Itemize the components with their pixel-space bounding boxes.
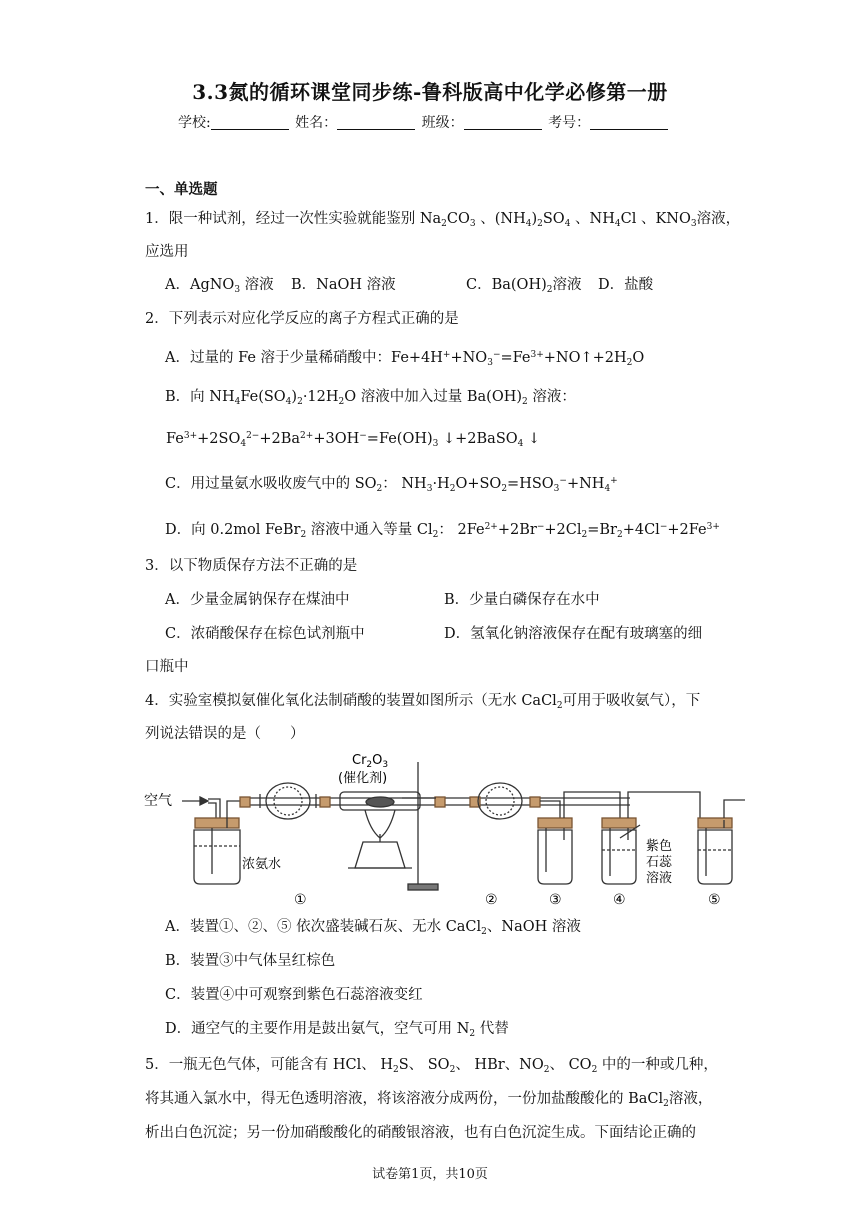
q1-options [165, 275, 653, 300]
litmus-label-3: 溶液 [646, 871, 673, 886]
page-footer: 试卷第1页，共10页 [372, 1167, 488, 1182]
q3-option-b[interactable]: B．少量白磷保存在水中 [444, 592, 600, 608]
name-label: 姓名： [295, 115, 338, 131]
label-3: ③ [549, 892, 562, 908]
q1-stem: 1．限一种试剂，经过一次性实验就能鉴别 $Na_2CO_3$ 、$(NH_4)_2SO_4$ 、$NH_4Cl$ 、$KNO_3$溶液， [145, 211, 741, 229]
litmus-label-1: 紫色 [646, 839, 673, 854]
apparatus-diagram [140, 750, 750, 910]
q4-option-d[interactable]: D．通空气的主要作用是鼓出氨气，空气可用 $N_2$ 代替 [165, 1021, 509, 1039]
arrow-head-icon [200, 797, 208, 805]
school-label: 学校: [178, 115, 211, 131]
q2-stem: 2．下列表示对应化学反应的离子方程式正确的是 [145, 311, 459, 327]
q3-option-d[interactable]: D．氢氧化钠溶液保存在配有玻璃塞的细 [444, 626, 703, 642]
bottle1-stopper [195, 818, 239, 828]
q3-option-d-cont: 口瓶中 [145, 659, 189, 675]
class-blank[interactable] [464, 115, 542, 130]
q1-option-a[interactable]: A．AgNO$_3$ 溶液 [165, 277, 274, 295]
litmus-label-2: 石蕊 [646, 855, 673, 870]
page-title: 3.3氮的循环课堂同步练-鲁科版高中化学必修第一册 [192, 80, 668, 104]
drying-tube-1 [266, 783, 310, 819]
air-label: 空气 [144, 793, 172, 809]
label-2: ② [485, 892, 498, 908]
cr2o3-label: $Cr_2O_3$ [352, 753, 389, 770]
q5-stem-2: 将其通入氯水中，得无色透明溶液，将该溶液分成两份，一份加盐酸酸化的 BaCl$_2$溶液， [145, 1091, 713, 1109]
q2-option-d[interactable]: D．向 0.2mol FeBr$_2$ 溶液中通入等量 $Cl_2$： $2Fe^{2+}+2Br^-+2Cl_2=Br_2+4Cl^-+2Fe^{3+}$ [165, 522, 720, 540]
q4-option-c[interactable]: C．装置④中可观察到紫色石蕊溶液变红 [165, 987, 423, 1003]
q1-option-d[interactable]: D．盐酸 [598, 277, 654, 293]
q4-stem-2: 列说法错误的是（ ） [145, 726, 305, 742]
q4-option-b[interactable]: B．装置③中气体呈红棕色 [165, 953, 336, 969]
label-5: ⑤ [708, 892, 721, 908]
catalyst-label: (催化剂) [338, 771, 388, 786]
bottle5 [698, 830, 732, 884]
label-4: ④ [613, 892, 626, 908]
number-blank[interactable] [590, 115, 668, 130]
class-label: 班级： [421, 115, 464, 131]
q5-stem-1: 5．一瓶无色气体，可能含有 HCl、 $H_2S$、 $SO_2$、 HBr、$NO_2$、 $CO_2$ 中的一种或几种， [145, 1057, 718, 1075]
q2-option-c[interactable]: C．用过量氨水吸收废气中的 $SO_2$： $NH_3\cdot H_2O+SO_2=HSO_3^-+NH_4^+$ [165, 476, 618, 494]
q3-option-a[interactable]: A．少量金属钠保存在煤油中 [165, 592, 350, 608]
drying-tube-2 [478, 783, 522, 819]
q2-option-b[interactable]: B．向 $NH_4Fe(SO_4)_2\cdot 12H_2O$ 溶液中加入过量 $Ba(OH)_2$ 溶液： [165, 389, 576, 407]
number-label: 考号： [548, 115, 591, 131]
q2-option-b-equation: $Fe^{3+}+2SO_4^{2-}+2Ba^{2+}+3OH^-=Fe(OH)_3$ ↓+2BaSO$_4$ ↓ [166, 431, 541, 449]
q3-option-c[interactable]: C．浓硝酸保存在棕色试剂瓶中 [165, 626, 365, 642]
name-blank[interactable] [337, 115, 415, 130]
q1-stem-2: 应选用 [145, 244, 189, 260]
alcohol-lamp [355, 842, 405, 868]
q1-option-b[interactable]: B．NaOH 溶液 [291, 277, 396, 293]
section-heading: 一、单选题 [145, 181, 218, 198]
bottle4 [602, 830, 636, 884]
student-info-line [178, 112, 670, 132]
q4-option-a[interactable]: A．装置①、②、⑤ 依次盛装碱石灰、无水 CaCl$_2$、NaOH 溶液 [165, 919, 581, 937]
school-blank[interactable] [211, 115, 289, 130]
q2-option-a[interactable]: A．过量的 Fe 溶于少量稀硝酸中：$Fe+4H^++NO_3^-=Fe^{3+}+NO↑+2H_2O$ [165, 350, 645, 368]
catalyst [366, 797, 394, 807]
q1-option-c[interactable]: C．$Ba(OH)_2$溶液 [466, 277, 582, 295]
bottle3 [538, 830, 572, 884]
label-1: ① [294, 892, 307, 908]
q3-stem: 3．以下物质保存方法不正确的是 [145, 558, 358, 574]
bottle1 [194, 830, 240, 884]
ammonia-label: 浓氨水 [242, 857, 282, 872]
q5-stem-3: 析出白色沉淀；另一份加硝酸酸化的硝酸银溶液，也有白色沉淀生成。下面结论正确的 [145, 1125, 696, 1141]
q4-stem: 4．实验室模拟氨催化氧化法制硝酸的装置如图所示（无水 CaCl$_2$可用于吸收氨气），下 [145, 693, 701, 711]
